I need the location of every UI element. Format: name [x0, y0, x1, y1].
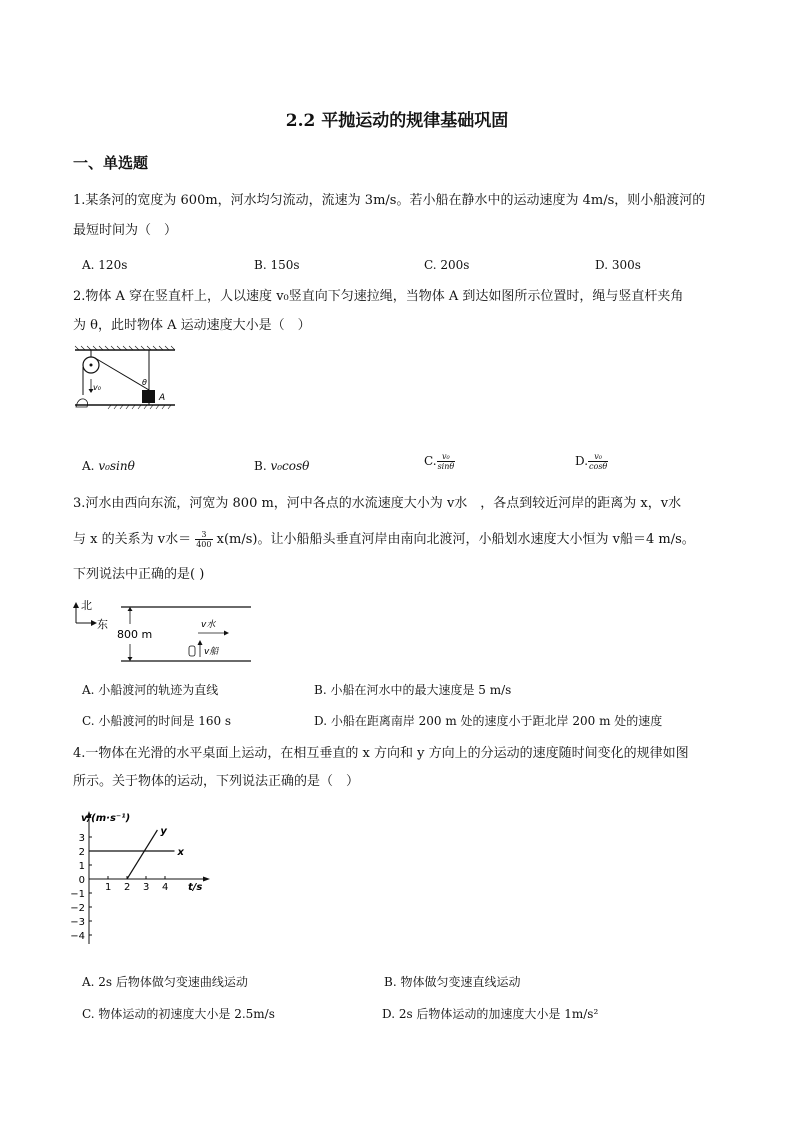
series-line-y — [127, 830, 157, 879]
north-label: 北 — [81, 599, 92, 612]
q4-velocity-time-chart — [70, 808, 213, 948]
q1-option-b[interactable]: B. 150s — [254, 258, 300, 272]
q1-option-a[interactable]: A. 120s — [82, 258, 128, 272]
y-tick-label: −3 — [70, 917, 85, 928]
y-tick-label: 3 — [78, 833, 85, 844]
x-tick-label: 3 — [143, 882, 150, 893]
v0-label: v₀ — [93, 383, 101, 392]
q4-stem-line2: 所示。关于物体的运动，下列说法正确的是（ ） — [73, 774, 360, 789]
series-label-x: x — [177, 847, 184, 858]
block-a-icon — [142, 390, 155, 403]
page-title: 2.2 平抛运动的规律基础巩固 — [285, 111, 509, 131]
q2-stem-line1: 2.物体 A 穿在竖直杆上，人以速度 v₀竖直向下匀速拉绳，当物体 A 到达如图所示位置时，绳与竖直杆夹角 — [73, 289, 684, 304]
boat-icon — [189, 646, 195, 656]
q4-option-b[interactable]: B. 物体做匀变速直线运动 — [384, 975, 521, 989]
q3-stem-line3: 下列说法中正确的是( ) — [73, 567, 205, 582]
river-width-label: 800 m — [117, 628, 153, 641]
y-tick-label: 2 — [78, 847, 85, 858]
theta-label: θ — [142, 378, 147, 387]
section-heading: 一、单选题 — [73, 154, 149, 172]
q3-stem-line2: 与 x 的关系为 v水＝ $\frac{3}{400}$ x(m/s)。让小船船头垂直河岸由南向北渡河，小船划水速度大小恒为 v船＝4 m/s。 — [73, 530, 695, 549]
v-boat-label: v船 — [204, 647, 219, 657]
y-tick-label: 1 — [78, 861, 85, 872]
x-axis-arrow-icon — [203, 877, 210, 882]
q3-option-a[interactable]: A. 小船渡河的轨迹为直线 — [82, 683, 219, 697]
q4-option-d[interactable]: D. 2s 后物体运动的加速度大小是 1m/s² — [382, 1007, 599, 1021]
q3-option-c[interactable]: C. 小船渡河的时间是 160 s — [82, 714, 232, 728]
q4-option-c[interactable]: C. 物体运动的初速度大小是 2.5m/s — [82, 1007, 275, 1021]
series-label-y: y — [160, 826, 167, 837]
x-tick-label: 4 — [162, 882, 169, 893]
x-axis-label: t/s — [188, 882, 203, 893]
y-tick-label: −1 — [70, 889, 85, 900]
y-tick-label: −2 — [70, 903, 85, 914]
q1-stem-line1: 1.某条河的宽度为 600m，河水均匀流动，流速为 3m/s。若小船在静水中的运动速度为 4m/s，则小船渡河的 — [73, 193, 706, 208]
person-icon — [76, 399, 88, 407]
q3-river-figure — [73, 597, 255, 667]
q2-option-c[interactable]: C. $\frac{\text{v₀}}{\sin\theta}$ — [424, 452, 455, 471]
east-label: 东 — [97, 618, 108, 631]
x-tick-label: 1 — [105, 882, 112, 893]
q4-stem-line1: 4.一物体在光滑的水平桌面上运动，在相互垂直的 x 方向和 y 方向上的分运动的速度随时间变化的规律如图 — [73, 746, 689, 761]
y-tick-label: 0 — [78, 875, 85, 886]
y-tick-label: −4 — [70, 931, 85, 942]
q1-option-c[interactable]: C. 200s — [424, 258, 470, 272]
q2-pulley-figure — [73, 345, 178, 410]
q3-option-d[interactable]: D. 小船在距离南岸 200 m 处的速度小于距北岸 200 m 处的速度 — [314, 714, 663, 728]
q2-option-a[interactable]: A. v₀sinθ — [82, 459, 135, 473]
v-water-label: v水 — [201, 620, 216, 630]
x-tick-label: 2 — [124, 882, 131, 893]
q2-stem-line2: 为 θ，此时物体 A 运动速度大小是（ ） — [73, 318, 311, 333]
q1-stem-line2: 最短时间为（ ） — [73, 223, 178, 238]
q3-stem-line1: 3.河水由西向东流，河宽为 800 m，河中各点的水流速度大小为 v水 ，各点到较近河岸的距离为 x，v水 — [73, 496, 682, 511]
q1-option-d[interactable]: D. 300s — [595, 258, 641, 272]
q2-option-d[interactable]: D. $\frac{\text{v₀}}{\cos\theta}$ — [575, 452, 608, 471]
q4-option-a[interactable]: A. 2s 后物体做匀变速曲线运动 — [82, 975, 248, 989]
block-a-label: A — [159, 393, 166, 403]
y-axis-label: v/(m·s⁻¹) — [81, 813, 131, 824]
q3-option-b[interactable]: B. 小船在河水中的最大速度是 5 m/s — [314, 683, 512, 697]
q2-option-b[interactable]: B. v₀cosθ — [254, 459, 310, 473]
